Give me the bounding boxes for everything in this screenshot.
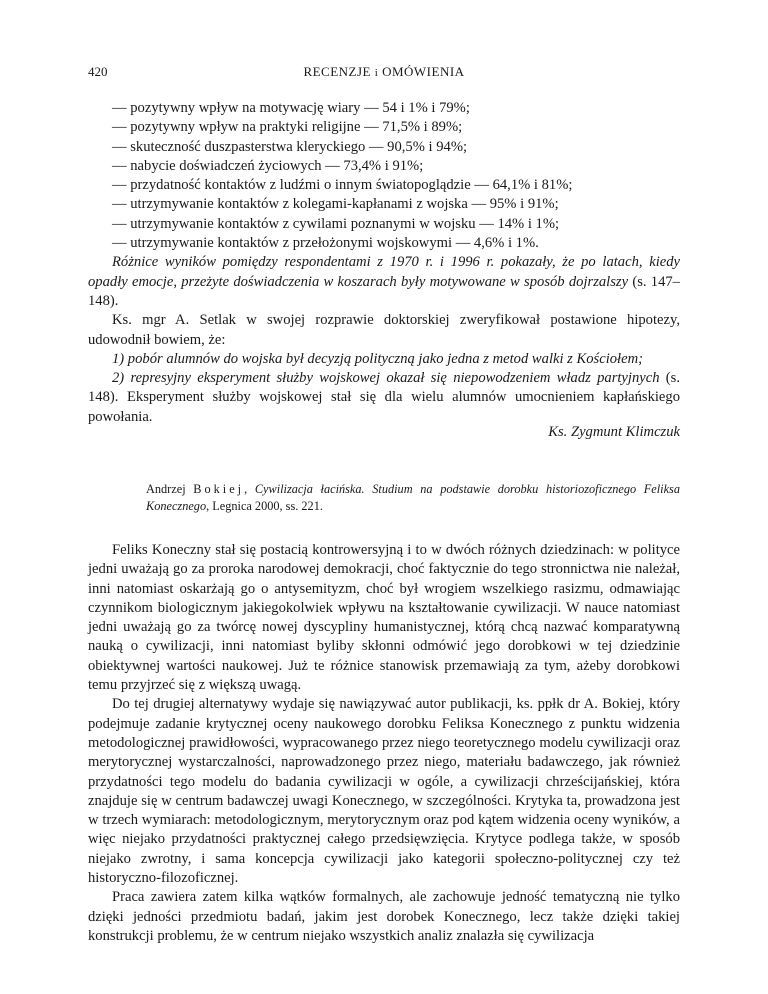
running-title-end: OMÓWIENIA: [382, 64, 465, 79]
thesis-point-2-italic: 2) represyjny eksperyment służby wojskowej okazał się niepowodzeniem władz partyjnych: [112, 370, 660, 387]
review-ending: [88, 99, 680, 427]
survey-results-list: [88, 99, 680, 253]
summary-italic: Różnice wyników pomiędzy respondentami z 1970 r. i 1996 r. pokazały, że po latach, kiedy opadły emocje, przeżyte doświadczenia w koszarach były motywowane w sposób dojrzalszy: [88, 254, 680, 290]
list-item: — utrzymywanie kontaktów z cywilami poznanymi w wojsku — 14% i 1%;: [112, 215, 560, 232]
reviewer-signature: Ks. Zygmunt Klimczuk: [548, 424, 680, 440]
running-title-main: RECENZJE: [303, 64, 371, 79]
summary-paragraph: [88, 253, 680, 311]
page-header: [88, 64, 680, 84]
author-first-name: Andrzej: [146, 482, 186, 496]
running-title-conjunction: i: [374, 67, 379, 79]
publication-info: , Legnica 2000, ss. 221.: [206, 499, 323, 513]
body-paragraph: Do tej drugiej alternatywy wydaje się nawiązywać autor publikacji, ks. ppłk dr A. Bokiej, który podejmuje zadanie krytycznej oceny naukowego dorobku Feliksa Konecznego z punktu widzenia metodologicznej prawidłowości, wypracowanego przez niego teoretycznego modelu cywilizacji oraz merytorycznej wystarczalności, naprowadzonego przez niego, materiału badawczego, jak również przydatności tego modelu do badania cywilizacji w ogóle, a cywilizacji chrześcijańskiej, która znajduje się w centrum badawczej uwagi Konecznego, w szczególności. Krytyka ta, prowadzona jest w trzech wymiarach: metodologicznym, merytorycznym oraz pod kątem widzenia oceny wyników, a więc niejako przydatności praktycznej całego przedsięwzięcia. Krytyce podlega także, w sposób niejako zwrotny, i sama koncepcja cywilizacji jako kategorii społeczno-politycznej czy też historyczno-filozoficznej.: [88, 696, 680, 887]
book-title: Cywilizacja łacińska. Studium na podstawie dorobku historiozoficznego Feliksa Konecznego: [146, 482, 680, 513]
author-last-name: Bokiej: [193, 482, 245, 496]
running-title: [88, 64, 680, 80]
thesis-point-2-tail: (s. 148). Eksperyment służby wojskowej stał się dla wielu alumnów umocnieniem kapłańskiego powołania.: [88, 370, 680, 425]
list-item: — pozytywny wpływ na motywację wiary — 54 i 1% i 79%;: [112, 100, 470, 116]
summary-citation: (s. 147–148).: [88, 273, 680, 309]
separator: ,: [244, 482, 255, 496]
body-paragraph: Praca zawiera zatem kilka wątków formalnych, ale zachowuje jedność tematyczną nie tylko dzięki jedności przedmiotu badań, jakim jest dorobek Konecznego, lecz także dzięki takiej konstrukcji problemu, że w centrum niejako wszystkich analiz znalazła się cywilizacja: [88, 889, 680, 944]
list-item: — utrzymywanie kontaktów z kolegami-kapłanami z wojska — 95% i 91%;: [112, 196, 559, 213]
bibliographic-entry: [146, 481, 680, 515]
body-paragraph: Feliks Koneczny stał się postacią kontrowersyjną i to w dwóch różnych dziedzinach: w polityce jedni uważają go za proroka narodowej demokracji, choć faktycznie do tego stronnictwa nie należał, inni natomiast oskarżają go o antysemityzm, choć był wrogiem wszelkiego rasizmu, odmawiając czynnikom biologicznym jakiegokolwiek wpływu na kształtowanie cywilizacji. W nauce natomiast jedni uważają go za twórcę nowej dyscypliny humanistycznej, którą chcą nazwać komparatywną nauką o cywilizacji, inni natomiast byliby skłonni odmówić jego dorobkowi w tej dziedzinie obiektywnej wartości naukowej. Już te różnice stanowisk przemawiają za tym, ażeby dorobkowi temu przyjrzeć się z większą uwagą.: [88, 542, 680, 694]
review-body: [88, 541, 680, 946]
list-item: — pozytywny wpływ na praktyki religijne — 71,5% i 89%;: [112, 119, 463, 136]
thesis-point-1: 1) pobór alumnów do wojska był decyzją polityczną jako jedna z metod walki z Kościołem;: [112, 350, 643, 367]
list-item: — przydatność kontaktów z ludźmi o innym światopoglądzie — 64,1% i 81%;: [112, 177, 573, 194]
page-number: 420: [88, 64, 108, 79]
list-item: — nabycie doświadczeń życiowych — 73,4% i 91%;: [112, 157, 424, 174]
list-item: — skuteczność duszpasterstwa kleryckiego — 90,5% i 94%;: [112, 138, 468, 155]
thesis-intro: Ks. mgr A. Setlak w swojej rozprawie doktorskiej zweryfikował postawione hipotezy, udowodnił bowiem, że:: [88, 312, 680, 348]
thesis-point-2: [88, 369, 680, 427]
list-item: — utrzymywanie kontaktów z przełożonymi wojskowymi — 4,6% i 1%.: [112, 235, 539, 252]
